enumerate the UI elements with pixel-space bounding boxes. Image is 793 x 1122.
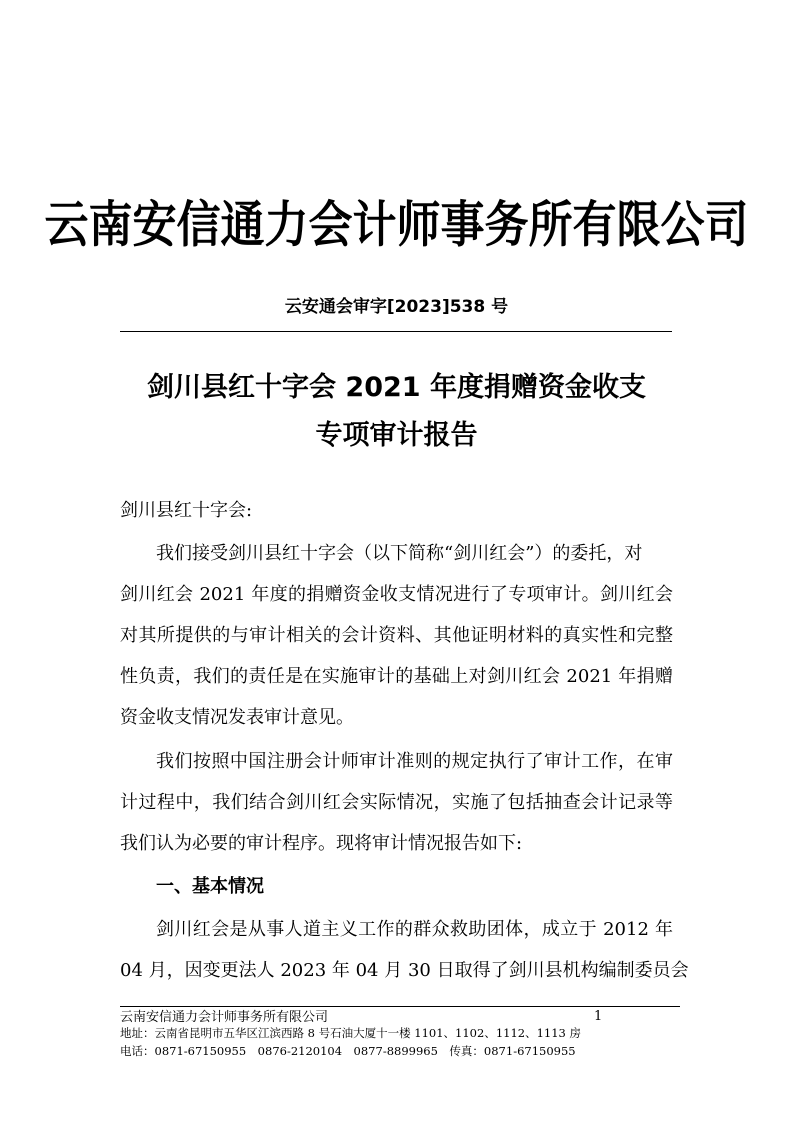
body-line: 04 月，因变更法人 2023 年 04 月 30 日取得了剑川县机构编制委员会 xyxy=(120,960,689,981)
body-line: 剑川红会 2021 年度的捐赠资金收支情况进行了专项审计。剑川红会 xyxy=(120,584,673,605)
body-line: 我们接受剑川县红十字会（以下简称“剑川红会”）的委托，对 xyxy=(156,543,643,564)
report-title-line-1: 剑川县红十字会 2021 年度捐赠资金收支 xyxy=(147,372,646,403)
body-line: 计过程中，我们结合剑川红会实际情况，实施了包括抽查会计记录等 xyxy=(120,792,673,813)
body-line: 性负责，我们的责任是在实施审计的基础上对剑川红会 2021 年捐赠 xyxy=(120,666,673,687)
body-line: 剑川红会是从事人道主义工作的群众救助团体，成立于 2012 年 xyxy=(156,919,673,940)
section-heading: 一、基本情况 xyxy=(156,876,264,897)
document-number: 云安通会审字[2023]538 号 xyxy=(284,297,509,317)
salutation: 剑川县红十字会: xyxy=(120,500,253,521)
footer-firm-name: 云南安信通力会计师事务所有限公司 xyxy=(120,1010,329,1025)
firm-letterhead-title: 云南安信通力会计师事务所有限公司 xyxy=(44,196,749,254)
body-line: 我们按照中国注册会计师审计准则的规定执行了审计工作，在审 xyxy=(156,751,673,772)
page-number: 1 xyxy=(594,1009,603,1024)
body-line: 资金收支情况发表审计意见。 xyxy=(120,707,354,728)
footer-address: 地址：云南省昆明市五华区江滨西路 8 号石油大厦十一楼 1101、1102、1112、1113 房 xyxy=(120,1026,582,1040)
body-line: 我们认为必要的审计程序。现将审计情况报告如下: xyxy=(120,833,523,854)
body-line: 对其所提供的与审计相关的会计资料、其他证明材料的真实性和完整 xyxy=(120,625,673,646)
footer-phone: 电话：0871-67150955 0876-2120104 0877-8899965 传真：0871-67150955 xyxy=(120,1044,576,1058)
report-title-line-2: 专项审计报告 xyxy=(315,420,478,451)
header-divider xyxy=(120,331,672,332)
